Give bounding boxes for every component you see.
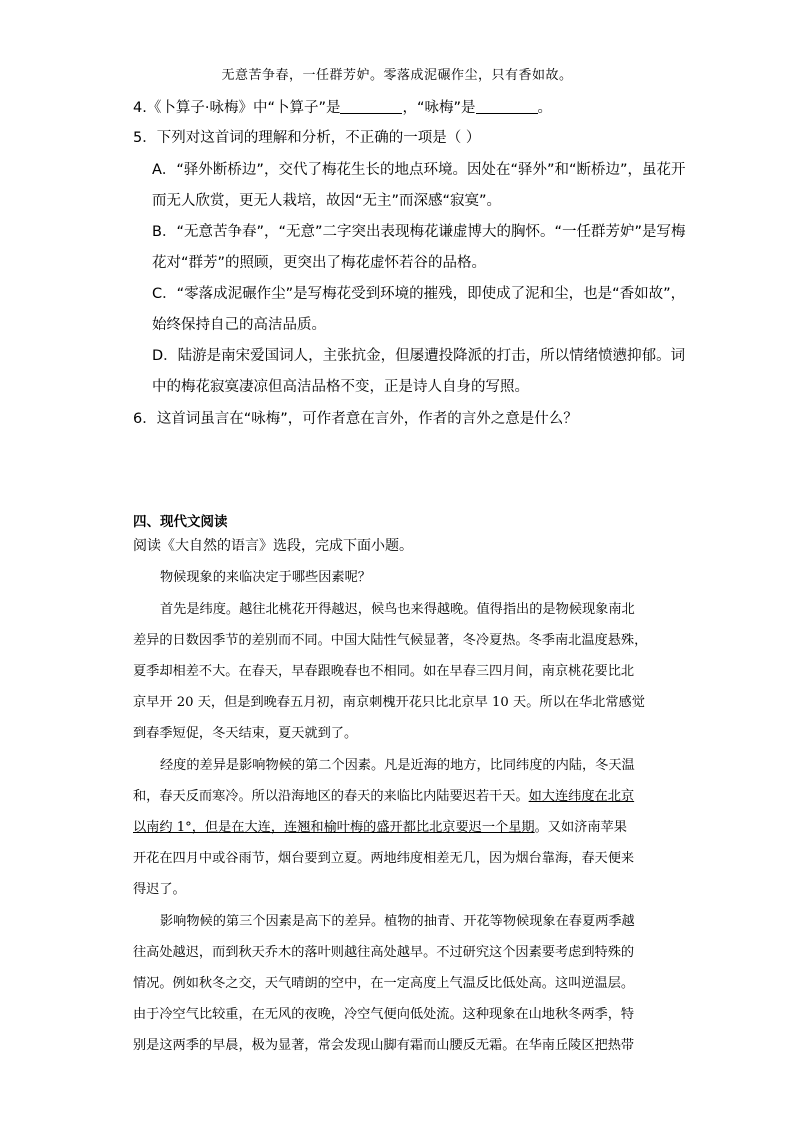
question-6: 6．这首词虽言在“咏梅”，可作者意在言外，作者的言外之意是什么？ [133,411,578,427]
passage-p2-line: 到春季短促，冬天结束，夏天就到了。 [133,726,358,741]
question-4-text-b: ，“咏梅”是 [402,100,476,116]
passage-p4-line: 影响物候的第三个因素是高下的差异。植物的抽青、开花等物候现象在春夏两季越 [160,914,635,929]
passage-p2-line: 首先是纬度。越往北桃花开得越迟，候鸟也来得越晚。值得指出的是物候现象南北 [160,602,635,617]
question-4-text-a: 4.《卜算子·咏梅》中“卜算子”是 [133,100,341,116]
answer-blank-2[interactable] [476,99,538,114]
passage-p3-line: 得迟了。 [133,882,186,897]
option-a-line1: A．“驿外断桥边”，交代了梅花生长的地点环境。因处在“驿外”和“断桥边”，虽花开 [152,162,686,178]
passage-p4-line: 由于冷空气比较重，在无风的夜晚，冷空气便向低处流。这种现象在山地秋冬两季，特 [133,1007,635,1022]
question-4-text-c: 。 [537,100,552,116]
section-title: 四、现代文阅读 [133,514,228,530]
section-intro: 阅读《大自然的语言》选段，完成下面小题。 [133,538,413,554]
passage-p3-line: 开花在四月中或谷雨节，烟台要到立夏。两地纬度相差无几，因为烟台靠海，春天便来 [133,851,635,866]
passage-p3-line [133,785,634,804]
passage-p3-text: 和，春天反而寒冷。所以沿海地区的春天的来临比内陆要迟若干天。 [133,789,529,804]
passage-p4-line: 往高处越迟，而到秋天乔木的落叶则越往高处越早。不过研究这个因素要考虑到特殊的 [133,945,635,960]
underlined-sentence: 以南约 1°，但是在大连，连翘和榆叶梅的盛开都比北京要迟一个星期 [133,820,535,835]
passage-p2-line: 差异的日数因季节的差别而不同。中国大陆性气候显著，冬冷夏热。冬季南北温度悬殊， [133,633,648,648]
question-4 [133,98,552,118]
poem-line: 无意苦争春，一任群芳妒。零落成泥碾作尘，只有香如故。 [221,68,573,83]
passage-p4-line: 别是这两季的早晨，极为显著，常会发现山脚有霜而山腰反无霜。在华南丘陵区把热带 [133,1038,635,1053]
answer-blank-1[interactable] [340,99,402,114]
passage-p1: 物候现象的来临决定于哪些因素呢？ [160,570,371,585]
passage-p3-line: 经度的差异是影响物候的第二个因素。凡是近海的地方，比同纬度的内陆，冬天温 [160,758,635,773]
underlined-sentence: 如大连纬度在北京 [528,789,635,804]
passage-p4-line: 情况。例如秋冬之交，天气晴朗的空中，在一定高度上气温反比低处高。这叫逆温层。 [133,976,635,991]
option-b-line1: B．“无意苦争春”，“无意”二字突出表现梅花谦虚博大的胸怀。“一任群芳妒”是写梅 [152,224,686,240]
option-d-line1: D．陆游是南宋爱国词人，主张抗金，但屡遭投降派的打击，所以情绪愤懑抑郁。词 [152,348,686,364]
passage-p2-line: 夏季却相差不大。在春天，早春跟晚春也不相同。如在早春三四月间，南京桃花要比北 [133,664,635,679]
option-c-line2: 始终保持自己的高洁品质。 [152,317,326,333]
passage-p3-text: 。又如济南苹果 [534,820,627,835]
passage-p3-line [133,816,627,835]
option-b-line2: 花对“群芳”的照顾，更突出了梅花虚怀若谷的品格。 [152,255,487,271]
option-d-line2: 中的梅花寂寞凄凉但高洁品格不变，正是诗人自身的写照。 [152,379,529,395]
option-c-line1: C．“零落成泥碾作尘”是写梅花受到环境的摧残，即使成了泥和尘，也是“香如故”， [152,286,686,302]
option-a-line2: 而无人欣赏，更无人栽培，故因“无主”而深感“寂寞”。 [152,193,502,209]
question-5-stem: 5．下列对这首词的理解和分析，不正确的一项是（ ） [133,130,481,146]
passage-p2-line: 京早开 20 天，但是到晚春五月初，南京刺槐开花只比北京早 10 天。所以在华北常感觉 [133,695,645,710]
